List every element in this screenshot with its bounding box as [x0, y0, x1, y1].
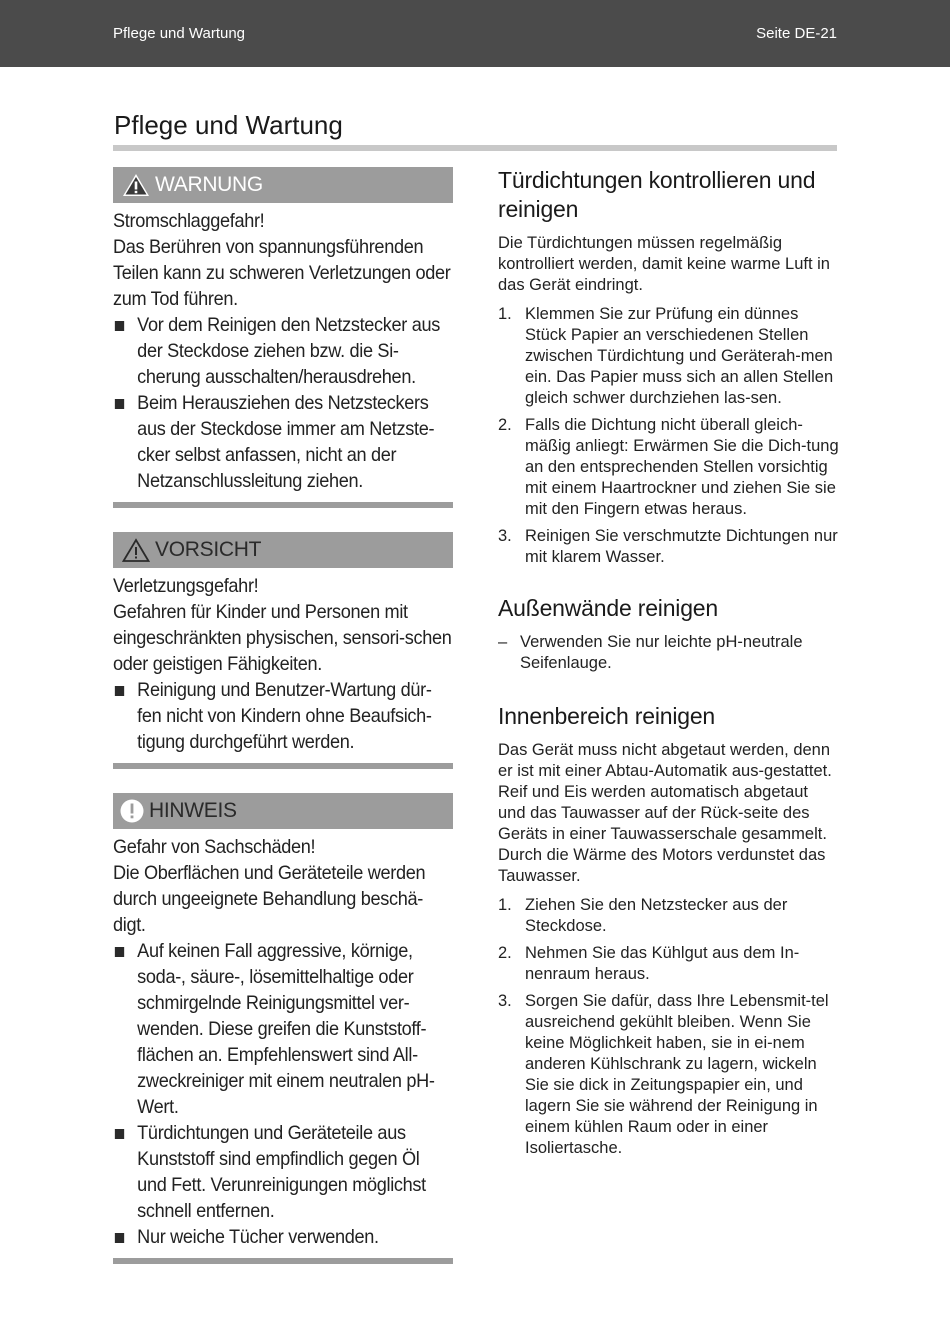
- list-item: 1. Klemmen Sie zur Prüfung ein dünnes Stück Papier an verschiedenen Stellen zwischen Türdichtung und Geräterah-men ein. Das Papier muss sich an allen Stellen gleich schwer durchziehen las-sen.: [498, 305, 834, 407]
- dash-bullet: –: [498, 633, 508, 651]
- list-item: Vor dem Reinigen den Netzstecker aus der Steckdose ziehen bzw. die Si-cherung ausschalten/herausdrehen.: [113, 312, 453, 390]
- title-rule: [113, 145, 837, 151]
- page-header: [0, 0, 950, 67]
- inner-heading: Innenbereich reinigen: [498, 703, 716, 729]
- caution-text: Gefahren für Kinder und Personen mit eingeschränkten physischen, sensori-schen oder geistigen Fähigkeiten.: [113, 601, 452, 675]
- header-page-number: Seite DE-21: [756, 25, 837, 42]
- notice-text: Die Oberflächen und Geräteteile werden durch ungeeignete Behandlung beschä-digt.: [113, 862, 426, 936]
- list-item: 2. Falls die Dichtung nicht überall gleich-mäßig anliegt: Erwärmen Sie die Dich-tung an den entsprechenden Stellen vorsichtig mit einem Haartrockner und ziehen Sie sie mit den Fingern etwas heraus.: [498, 416, 839, 518]
- notice-lead: Gefahr von Sachschäden!: [113, 836, 316, 858]
- list-item: Türdichtungen und Geräteteile aus Kunststoff sind empfindlich gegen Öl und Fett. Verunreinigungen möglichst schnell entfernen.: [113, 1120, 453, 1224]
- list-item: 3. Sorgen Sie dafür, dass Ihre Lebensmit-tel ausreichend gekühlt bleiben. Wenn Sie keine Möglichkeit haben, sie in ei-nem anderen Kühlschrank zu lagern, wickeln Sie sie dick in Zeitungspapier ein, und lagern Sie sie während der Reinigung in einem kühlen Raum oder in einer Isoliertasche.: [498, 992, 829, 1157]
- warning-body: [113, 203, 453, 494]
- caution-header: [113, 532, 453, 568]
- caution-body: [113, 568, 453, 755]
- header-section: Pflege und Wartung: [113, 25, 246, 42]
- list-item: Nur weiche Tücher verwenden.: [113, 1224, 453, 1250]
- warning-label: WARNUNG: [155, 173, 263, 196]
- left-column: [113, 167, 453, 1264]
- notice-footer-rule: [113, 1258, 453, 1264]
- square-bullet-icon: [115, 1233, 124, 1243]
- caution-box: [113, 532, 453, 769]
- notice-list: [113, 938, 453, 1250]
- right-column: [498, 166, 840, 1165]
- list-item: 3. Reinigen Sie verschmutzte Dichtungen nur mit klarem Wasser.: [498, 527, 838, 566]
- list-item: 1. Ziehen Sie den Netzstecker aus der Steckdose.: [498, 896, 788, 935]
- warning-list: [113, 312, 453, 494]
- list-item: Beim Herausziehen des Netzsteckers aus der Steckdose immer am Netzste-cker selbst anfassen, nicht an der Netzanschlussleitung ziehen.: [113, 390, 453, 494]
- outer-item: – Verwenden Sie nur leichte pH-neutrale Seifenlauge.: [498, 633, 803, 672]
- warning-header: [113, 167, 453, 203]
- warning-triangle-icon: [121, 172, 151, 198]
- warning-text: Das Berühren von spannungsführenden Teilen kann zu schweren Verletzungen oder zum Tod führen.: [113, 236, 451, 310]
- notice-header: [113, 793, 453, 829]
- caution-label: VORSICHT: [155, 538, 262, 561]
- seals-heading: Türdichtungen kontrollieren und reinigen: [498, 167, 816, 222]
- caution-lead: Verletzungsgefahr!: [113, 575, 259, 597]
- list-item: 2. Nehmen Sie das Kühlgut aus dem In-nenraum heraus.: [498, 944, 800, 983]
- caution-list: [113, 677, 453, 755]
- square-bullet-icon: [115, 947, 124, 957]
- seals-steps: [498, 304, 840, 568]
- exclamation-circle-icon: [119, 798, 145, 824]
- warning-lead: Stromschlaggefahr!: [113, 210, 265, 232]
- list-item: Reinigung und Benutzer-Wartung dür-fen nicht von Kindern ohne Beaufsich-tigung durchgeführt werden.: [113, 677, 453, 755]
- seals-intro: Die Türdichtungen müssen regelmäßig kontrolliert werden, damit keine warme Luft in das Gerät eindringt.: [498, 234, 830, 294]
- square-bullet-icon: [115, 321, 124, 331]
- inner-intro: Das Gerät muss nicht abgetaut werden, denn er ist mit einer Abtau-Automatik aus-gestattet. Reif und Eis werden automatisch abgetaut und das Tauwasser auf der Rück-seite des Geräts in einer Tauwasserschale gesammelt. Durch die Wärme des Motors verdunstet das Tauwasser.: [498, 741, 832, 885]
- warning-box: [113, 167, 453, 508]
- notice-label: HINWEIS: [149, 799, 237, 822]
- list-item: Auf keinen Fall aggressive, körnige, soda-, säure-, lösemittelhaltige oder schmirgelnde Reinigungsmittel ver-wenden. Diese greifen die Kunststoff-flächen an. Empfehlenswert sind All-zweckreiniger mit einem neutralen pH-Wert.: [113, 938, 453, 1120]
- outer-heading: Außenwände reinigen: [498, 595, 718, 621]
- page-title: Pflege und Wartung: [114, 110, 343, 140]
- square-bullet-icon: [115, 399, 124, 409]
- square-bullet-icon: [115, 1129, 124, 1139]
- square-bullet-icon: [115, 686, 124, 696]
- caution-triangle-icon: [121, 537, 151, 563]
- notice-body: [113, 829, 453, 1250]
- inner-steps: [498, 895, 840, 1159]
- notice-box: [113, 793, 453, 1264]
